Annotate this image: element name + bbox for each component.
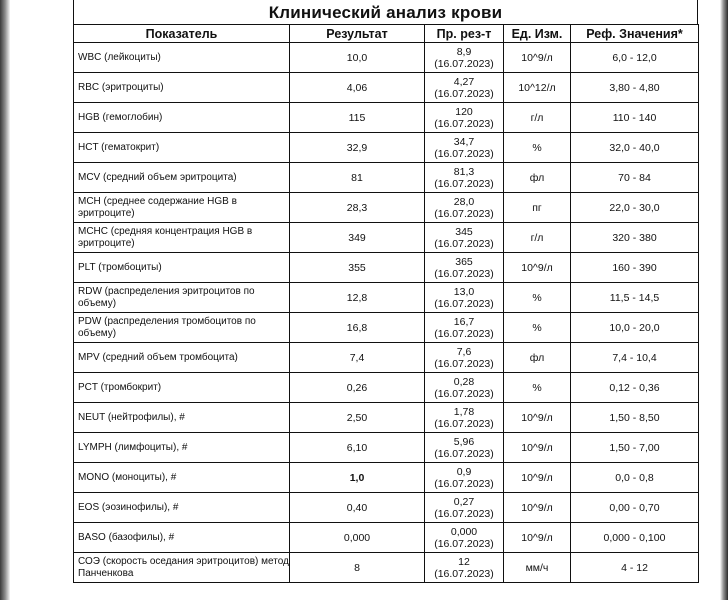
- reference-range: 10,0 - 20,0: [571, 313, 699, 343]
- unit: %: [504, 133, 571, 163]
- previous-result: [425, 373, 504, 403]
- reference-range: 70 - 84: [571, 163, 699, 193]
- header-result: Результат: [290, 25, 425, 43]
- previous-result: [425, 223, 504, 253]
- report-title: Клинический анализ крови: [73, 0, 698, 24]
- previous-value: 5,96: [453, 435, 475, 448]
- result-value: 28,3: [290, 193, 425, 223]
- reference-range: 0,12 - 0,36: [571, 373, 699, 403]
- unit: г/л: [504, 103, 571, 133]
- result-value: 16,8: [290, 313, 425, 343]
- table-row: [74, 163, 699, 193]
- result-value: 0,40: [290, 493, 425, 523]
- previous-value: 345: [455, 225, 473, 238]
- table-row: [74, 553, 699, 583]
- previous-result: [425, 103, 504, 133]
- previous-date: (16.07.2023): [434, 297, 494, 310]
- previous-date: (16.07.2023): [434, 417, 494, 430]
- unit: 10^9/л: [504, 433, 571, 463]
- indicator-name: BASO (базофилы), #: [74, 523, 290, 553]
- previous-value: 81,3: [453, 165, 475, 178]
- reference-range: 22,0 - 30,0: [571, 193, 699, 223]
- previous-date: (16.07.2023): [434, 357, 494, 370]
- reference-range: 0,000 - 0,100: [571, 523, 699, 553]
- indicator-name: PCT (тромбокрит): [74, 373, 290, 403]
- reference-range: 6,0 - 12,0: [571, 43, 699, 73]
- table-row: [74, 193, 699, 223]
- reference-range: 32,0 - 40,0: [571, 133, 699, 163]
- table-row: [74, 43, 699, 73]
- header-row: [74, 25, 699, 43]
- reference-range: 11,5 - 14,5: [571, 283, 699, 313]
- indicator-name: HGB (гемоглобин): [74, 103, 290, 133]
- table-row: [74, 523, 699, 553]
- table-row: [74, 223, 699, 253]
- table-row: [74, 463, 699, 493]
- table-row: [74, 73, 699, 103]
- previous-date: (16.07.2023): [434, 117, 494, 130]
- previous-date: (16.07.2023): [434, 507, 494, 520]
- unit: 10^9/л: [504, 43, 571, 73]
- table-row: [74, 433, 699, 463]
- unit: 10^9/л: [504, 463, 571, 493]
- previous-value: 120: [455, 105, 473, 118]
- previous-date: (16.07.2023): [434, 147, 494, 160]
- result-value: 6,10: [290, 433, 425, 463]
- indicator-name: СОЭ (скорость оседания эритроцитов) метод Панченкова: [74, 553, 290, 583]
- unit: мм/ч: [504, 553, 571, 583]
- indicator-name: EOS (эозинофилы), #: [74, 493, 290, 523]
- result-value: 32,9: [290, 133, 425, 163]
- previous-value: 8,9: [456, 45, 472, 58]
- result-value: 81: [290, 163, 425, 193]
- previous-value: 4,27: [453, 75, 475, 88]
- previous-result: [425, 403, 504, 433]
- indicator-name: MCHC (средняя концентрация HGB в эритроците): [74, 223, 290, 253]
- result-value: 12,8: [290, 283, 425, 313]
- result-value: 115: [290, 103, 425, 133]
- previous-result: [425, 343, 504, 373]
- indicator-name: HCT (гематокрит): [74, 133, 290, 163]
- previous-result: [425, 463, 504, 493]
- indicator-name: PLT (тромбоциты): [74, 253, 290, 283]
- result-value: 349: [290, 223, 425, 253]
- previous-value: 34,7: [453, 135, 475, 148]
- previous-date: (16.07.2023): [434, 327, 494, 340]
- table-row: [74, 283, 699, 313]
- unit: 10^9/л: [504, 403, 571, 433]
- result-value: 2,50: [290, 403, 425, 433]
- indicator-name: MCH (среднее содержание HGB в эритроците): [74, 193, 290, 223]
- unit: 10^9/л: [504, 253, 571, 283]
- indicator-name: MPV (средний объем тромбоцита): [74, 343, 290, 373]
- unit: 10^12/л: [504, 73, 571, 103]
- table-row: [74, 343, 699, 373]
- result-value: 7,4: [290, 343, 425, 373]
- lab-report-sheet: [73, 0, 698, 583]
- header-reference: Реф. Значения*: [571, 25, 699, 43]
- indicator-name: NEUT (нейтрофилы), #: [74, 403, 290, 433]
- indicator-name: PDW (распределения тромбоцитов по объему): [74, 313, 290, 343]
- table-row: [74, 493, 699, 523]
- reference-range: 0,0 - 0,8: [571, 463, 699, 493]
- table-row: [74, 313, 699, 343]
- previous-result: [425, 493, 504, 523]
- header-previous: Пр. рез-т: [425, 25, 504, 43]
- indicator-name: LYMPH (лимфоциты), #: [74, 433, 290, 463]
- table-row: [74, 133, 699, 163]
- reference-range: 1,50 - 7,00: [571, 433, 699, 463]
- previous-result: [425, 433, 504, 463]
- unit: фл: [504, 163, 571, 193]
- previous-result: [425, 73, 504, 103]
- indicator-name: RBC (эритроциты): [74, 73, 290, 103]
- reference-range: 1,50 - 8,50: [571, 403, 699, 433]
- reference-range: 7,4 - 10,4: [571, 343, 699, 373]
- previous-value: 13,0: [453, 285, 475, 298]
- previous-date: (16.07.2023): [434, 207, 494, 220]
- previous-date: (16.07.2023): [434, 87, 494, 100]
- indicator-name: MCV (средний объем эритроцита): [74, 163, 290, 193]
- previous-date: (16.07.2023): [434, 177, 494, 190]
- reference-range: 110 - 140: [571, 103, 699, 133]
- previous-value: 28,0: [453, 195, 475, 208]
- previous-result: [425, 163, 504, 193]
- previous-date: (16.07.2023): [434, 537, 494, 550]
- previous-value: 7,6: [456, 345, 472, 358]
- previous-result: [425, 43, 504, 73]
- indicator-name: RDW (распределения эритроцитов по объему): [74, 283, 290, 313]
- unit: фл: [504, 343, 571, 373]
- previous-value: 0,000: [450, 525, 478, 538]
- previous-result: [425, 313, 504, 343]
- result-value: 0,000: [290, 523, 425, 553]
- previous-result: [425, 283, 504, 313]
- previous-value: 0,28: [453, 375, 475, 388]
- results-body: [74, 43, 699, 583]
- previous-date: (16.07.2023): [434, 567, 494, 580]
- unit: пг: [504, 193, 571, 223]
- previous-date: (16.07.2023): [434, 477, 494, 490]
- result-value: 1,0: [290, 463, 425, 493]
- previous-date: (16.07.2023): [434, 447, 494, 460]
- previous-result: [425, 523, 504, 553]
- previous-value: 0,9: [456, 465, 472, 478]
- table-row: [74, 403, 699, 433]
- result-value: 4,06: [290, 73, 425, 103]
- unit: %: [504, 373, 571, 403]
- result-value: 0,26: [290, 373, 425, 403]
- reference-range: 3,80 - 4,80: [571, 73, 699, 103]
- unit: г/л: [504, 223, 571, 253]
- previous-result: [425, 253, 504, 283]
- result-value: 8: [290, 553, 425, 583]
- result-value: 10,0: [290, 43, 425, 73]
- page-edge-shadow-left: [0, 0, 10, 600]
- page-edge-shadow-right: [720, 0, 728, 600]
- table-row: [74, 103, 699, 133]
- indicator-name: WBC (лейкоциты): [74, 43, 290, 73]
- indicator-name: MONO (моноциты), #: [74, 463, 290, 493]
- reference-range: 0,00 - 0,70: [571, 493, 699, 523]
- previous-date: (16.07.2023): [434, 237, 494, 250]
- reference-range: 320 - 380: [571, 223, 699, 253]
- previous-date: (16.07.2023): [434, 57, 494, 70]
- previous-date: (16.07.2023): [434, 387, 494, 400]
- header-unit: Ед. Изм.: [504, 25, 571, 43]
- previous-value: 1,78: [453, 405, 475, 418]
- table-row: [74, 373, 699, 403]
- previous-date: (16.07.2023): [434, 267, 494, 280]
- previous-result: [425, 553, 504, 583]
- previous-value: 12: [458, 555, 470, 568]
- unit: 10^9/л: [504, 493, 571, 523]
- result-value: 355: [290, 253, 425, 283]
- table-row: [74, 253, 699, 283]
- previous-result: [425, 193, 504, 223]
- results-table: [73, 24, 699, 583]
- header-indicator: Показатель: [74, 25, 290, 43]
- previous-value: 16,7: [453, 315, 475, 328]
- previous-value: 365: [455, 255, 473, 268]
- reference-range: 4 - 12: [571, 553, 699, 583]
- reference-range: 160 - 390: [571, 253, 699, 283]
- unit: %: [504, 313, 571, 343]
- previous-value: 0,27: [453, 495, 475, 508]
- unit: %: [504, 283, 571, 313]
- previous-result: [425, 133, 504, 163]
- unit: 10^9/л: [504, 523, 571, 553]
